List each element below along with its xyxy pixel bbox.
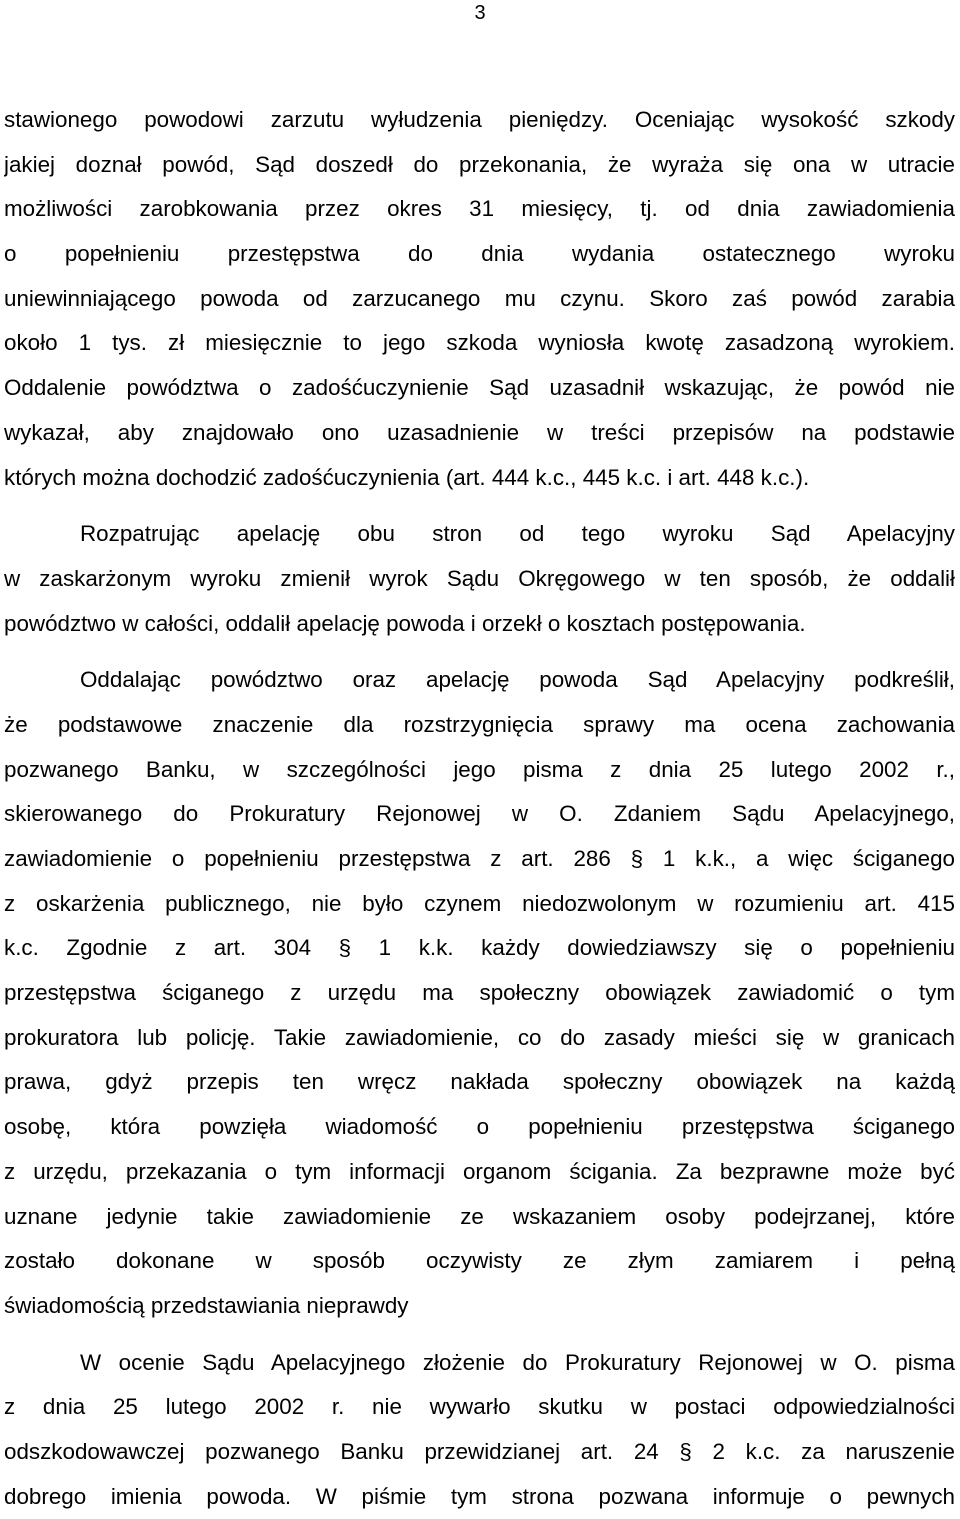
text-line: około 1 tys. zł miesięcznie to jego szkoda wyniosła kwotę zasadzoną wyrokiem.: [4, 330, 955, 356]
text-line: z oskarżenia publicznego, nie było czynem niedozwolonym w rozumieniu art. 415: [4, 890, 955, 916]
text-line: przestępstwa ściganego z urzędu ma społeczny obowiązek zawiadomić o tym: [4, 980, 955, 1006]
text-line: uznane jedynie takie zawiadomienie ze wskazaniem osoby podejrzanej, które: [4, 1203, 955, 1229]
text-line: Oddalając powództwo oraz apelację powoda Sąd Apelacyjny podkreślił,: [80, 667, 955, 693]
text-line: jakiej doznał powód, Sąd doszedł do przekonania, że wyraża się ona w utracie: [4, 151, 955, 177]
text-line: Oddalenie powództwa o zadośćuczynienie Sąd uzasadnił wskazując, że powód nie: [4, 375, 955, 401]
paragraph-1: [4, 98, 955, 500]
text-line: powództwo w całości, oddalił apelację powoda i orzekł o kosztach postępowania.: [4, 610, 806, 636]
text-line: pozwanego Banku, w szczególności jego pisma z dnia 25 lutego 2002 r.,: [4, 756, 955, 782]
text-line: W ocenie Sądu Apelacyjnego złożenie do Prokuratury Rejonowej w O. pisma: [80, 1349, 955, 1375]
text-line: że podstawowe znaczenie dla rozstrzygnięcia sprawy ma ocena zachowania: [4, 711, 955, 737]
text-line: wykazał, aby znajdowało ono uzasadnienie w treści przepisów na podstawie: [4, 419, 955, 445]
text-line: Rozpatrując apelację obu stron od tego wyroku Sąd Apelacyjny: [80, 521, 955, 547]
text-line: odszkodowawczej pozwanego Banku przewidzianej art. 24 § 2 k.c. za naruszenie: [4, 1438, 955, 1464]
text-line: których można dochodzić zadośćuczynienia (art. 444 k.c., 445 k.c. i art. 448 k.c.).: [4, 464, 810, 490]
text-line: o popełnieniu przestępstwa do dnia wydania ostatecznego wyroku: [4, 241, 955, 267]
text-line: możliwości zarobkowania przez okres 31 miesięcy, tj. od dnia zawiadomienia: [4, 196, 955, 222]
text-line: z dnia 25 lutego 2002 r. nie wywarło skutku w postaci odpowiedzialności: [4, 1394, 955, 1420]
text-line: uniewinniającego powoda od zarzucanego mu czynu. Skoro zaś powód zarabia: [4, 285, 955, 311]
text-line: dobrego imienia powoda. W piśmie tym strona pozwana informuje o pewnych: [4, 1483, 955, 1509]
text-line: skierowanego do Prokuratury Rejonowej w O. Zdaniem Sądu Apelacyjnego,: [4, 801, 955, 827]
text-line: z urzędu, przekazania o tym informacji organom ścigania. Za bezprawne może być: [4, 1158, 955, 1184]
paragraph-2: [4, 512, 955, 646]
text-line: zawiadomienie o popełnieniu przestępstwa z art. 286 § 1 k.k., a więc ściganego: [4, 846, 955, 871]
text-line: stawionego powodowi zarzutu wyłudzenia pieniędzy. Oceniając wysokość szkody: [4, 107, 955, 132]
text-line: w zaskarżonym wyroku zmienił wyrok Sądu Okręgowego w ten sposób, że oddalił: [4, 565, 955, 591]
text-line: prokuratora lub policję. Takie zawiadomienie, co do zasady mieści się w granicach: [4, 1024, 955, 1050]
text-line: świadomością przedstawiania nieprawdy: [4, 1292, 409, 1318]
paragraph-4: [4, 1341, 955, 1519]
text-line: k.c. Zgodnie z art. 304 § 1 k.k. każdy dowiedziawszy się o popełnieniu: [4, 935, 955, 961]
document-body: [4, 98, 955, 1519]
page-number: 3: [474, 2, 486, 24]
text-line: zostało dokonane w sposób oczywisty ze złym zamiarem i pełną: [4, 1248, 955, 1274]
text-line: osobę, która powzięła wiadomość o popełnieniu przestępstwa ściganego: [4, 1114, 955, 1140]
text-line: prawa, gdyż przepis ten wręcz nakłada społeczny obowiązek na każdą: [4, 1069, 955, 1095]
paragraph-3: [4, 658, 955, 1328]
